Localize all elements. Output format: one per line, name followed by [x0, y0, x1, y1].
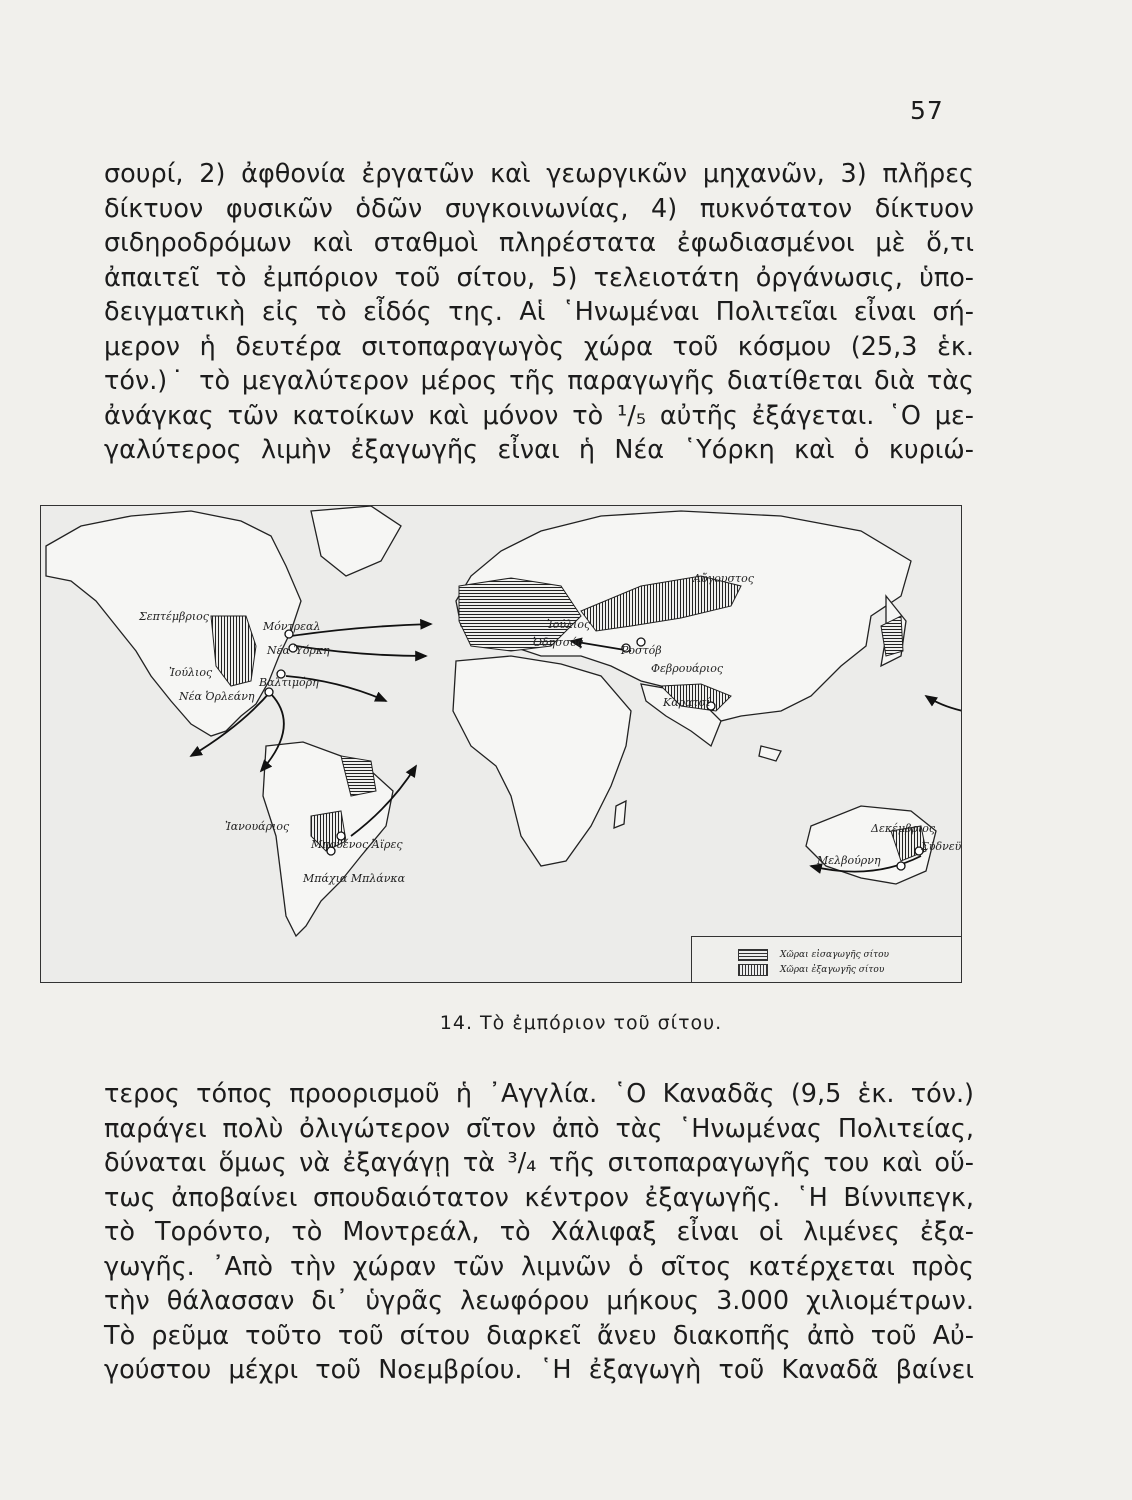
text-line: ἀπαιτεῖ τὸ ἐμπόριον τοῦ σίτου, 5) τελειοτάτη ὀργάνωσις, ὑπο- — [104, 262, 974, 293]
map-legend — [691, 936, 962, 983]
legend-row-export — [738, 949, 889, 961]
continents — [46, 506, 936, 936]
text-line: σουρί, 2) ἀφθονία ἐργατῶν καὶ γεωργικῶν μηχανῶν, 3) πλῆρες — [104, 159, 974, 189]
text-line: δειγματικὴ εἰς τὸ εἶδός της. Αἱ ῾Ηνωμέναι Πολιτεῖαι εἶναι σή- — [104, 297, 974, 327]
label-melbourne: Μελβούρνη — [817, 854, 881, 867]
text-line: δίκτυον φυσικῶν ὁδῶν συγκοινωνίας, 4) πυκνότατον δίκτυον — [104, 193, 974, 224]
label-buenos-aires: Μπουένος Ἄϊρες — [311, 838, 403, 851]
wheat-trade-map — [40, 505, 962, 983]
label-july-europe: Ἰούλιος — [547, 618, 591, 631]
text-line: γούστου μέχρι τοῦ Νοεμβρίου. ῾Η ἐξαγωγὴ τοῦ Καναδᾶ βαίνει — [104, 1355, 974, 1385]
text-line: μερον ἡ δευτέρα σιτοπαραγωγὸς χώρα τοῦ κόσμου (25,3 ἑκ. — [104, 331, 974, 362]
legend-text-export: Χῶραι εἰσαγωγῆς σίτου — [780, 950, 890, 960]
text-line: παράγει πολὺ ὀλιγώτερον σῖτον ἀπὸ τὰς ῾Ηνωμένας Πολιτείας, — [104, 1113, 974, 1144]
text-line: δύναται ὅμως νὰ ἐξαγάγῃ τὰ ³/₄ τῆς σιτοπαραγωγῆς του καὶ οὕ- — [104, 1148, 974, 1178]
label-montreal: Μόντρεαλ — [263, 620, 321, 633]
text-line: γαλύτερος λιμὴν ἐξαγωγῆς εἶναι ἡ Νέα ῾Υόρκη καὶ ὁ κυριώ- — [104, 435, 974, 465]
label-july-america: Ἰούλιος — [169, 666, 213, 679]
figure-caption: 14. Τὸ ἐμπόριον τοῦ σίτου. — [439, 1012, 723, 1034]
text-line: Τὸ ρεῦμα τοῦτο τοῦ σίτου διαρκεῖ ἄνευ διακοπῆς ἀπὸ τοῦ Αὐ- — [104, 1320, 974, 1351]
text-line: τόν.)˙ τὸ μεγαλύτερον μέρος τῆς παραγωγῆς διατίθεται διὰ τὰς — [104, 366, 974, 396]
text-line: τὴν θάλασσαν δι᾿ ὑγρᾶς λεωφόρου μήκους 3.000 χιλιομέτρων. — [104, 1286, 974, 1316]
legend-text-import: Χῶραι ἐξαγωγῆς σίτου — [780, 965, 885, 975]
top-paragraph — [104, 157, 974, 468]
world-map-drawing — [41, 506, 962, 983]
label-new-orleans: Νέα Ὀρλεάνη — [179, 690, 255, 703]
label-baltimore: Βαλτιμόρη — [259, 676, 319, 689]
text-line: ἀνάγκας τῶν κατοίκων καὶ μόνον τὸ ¹/₅ αὐτῆς ἐξάγεται. ῾Ο με- — [104, 400, 974, 431]
label-odessa: Ὀδησσός — [533, 636, 584, 649]
label-september: Σεπτέμβριος — [139, 610, 209, 623]
label-rostov: Ροστόβ — [621, 644, 662, 657]
label-january: Ἰανουάριος — [225, 820, 290, 833]
text-line: τὸ Τορόντο, τὸ Μοντρεάλ, τὸ Χάλιφαξ εἶναι οἱ λιμένες ἐξα- — [104, 1217, 974, 1247]
page-number: 57 — [910, 96, 944, 125]
text-line: σιδηροδρόμων καὶ σταθμοὶ πληρέστατα ἐφωδιασμένοι μὲ ὅ,τι — [104, 228, 974, 258]
label-august: Αὔγουστος — [693, 572, 754, 585]
label-december: Δεκέμβριος — [871, 822, 936, 835]
horizontal-hatch-swatch — [738, 949, 768, 961]
label-february: Φεβρουάριος — [651, 662, 724, 675]
text-line: τερος τόπος προορισμοῦ ἡ ᾿Αγγλία. ῾Ο Καναδᾶς (9,5 ἑκ. τόν.) — [104, 1079, 974, 1109]
text-line: γωγῆς. ᾿Απὸ τὴν χώραν τῶν λιμνῶν ὁ σῖτος κατέρχεται πρὸς — [104, 1251, 974, 1282]
legend-row-import — [738, 964, 884, 976]
bottom-paragraph — [104, 1077, 974, 1388]
label-bahia-blanca: Μπάχια Μπλάνκα — [303, 872, 406, 885]
label-new-york: Νέα Ὑόρκη — [267, 644, 330, 657]
label-karachi: Καρατσί — [663, 696, 711, 709]
text-line: τως ἀποβαίνει σπουδαιότατον κέντρον ἐξαγωγῆς. ῾Η Βίννιπεγκ, — [104, 1182, 974, 1213]
vertical-hatch-swatch — [738, 964, 768, 976]
label-sydney: Σύδνεϋ — [921, 840, 962, 853]
